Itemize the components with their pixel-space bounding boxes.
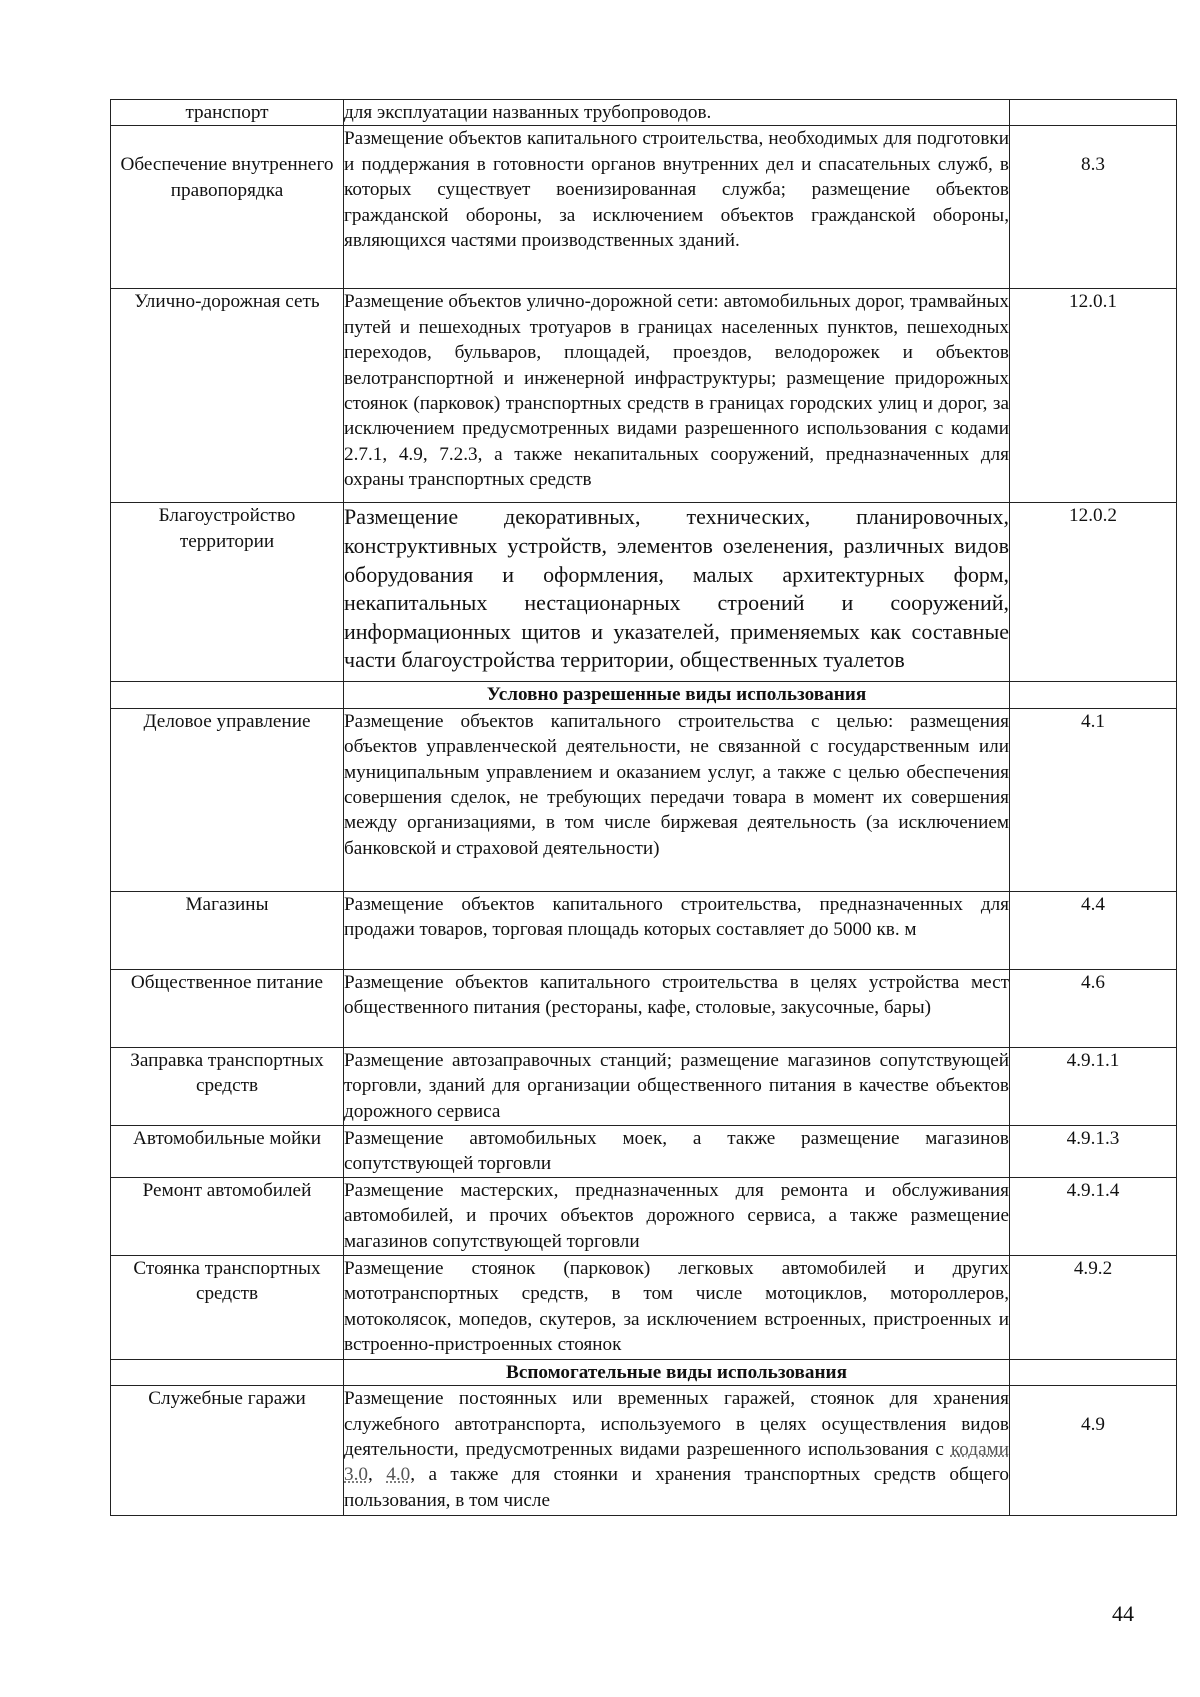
use-description: Размещение объектов улично-дорожной сети: автомобильных дорог, трамвайных путей и пешеходных тротуаров в границах населенных пунктов, пешеходных переходов, бульваров, площадей, проездов, велодорожек и объектов велотранспортной и инженерной инфраструктуры; размещение придорожных стоянок (парковок) транспортных средств в границах городских улиц и дорог, за исключением предусмотренных видами разрешенного использования с кодами 2.7.1, 4.9, 7.2.3, а также некапитальных сооружений, предназначенных для охраны транспортных средств: [344, 289, 1010, 503]
section-title: Условно разрешенные виды использования: [344, 682, 1010, 708]
use-description: для эксплуатации названных трубопроводов.: [344, 100, 1010, 126]
section-row: [111, 682, 1177, 708]
table-row: [111, 100, 1177, 126]
use-description: Размещение автомобильных моек, а также размещение магазинов сопутствующей торговли: [344, 1125, 1010, 1177]
table-row: [111, 1125, 1177, 1177]
use-code: 12.0.2: [1010, 503, 1177, 682]
table-row: [111, 126, 1177, 289]
use-code: 4.4: [1010, 891, 1177, 969]
use-description: Размещение стоянок (парковок) легковых автомобилей и других мототранспортных средств, в том числе мотоциклов, мотороллеров, мотоколясок, мопедов, скутеров, за исключением встроенных, пристроенных и встроенно-пристроенных стоянок: [344, 1255, 1010, 1359]
use-name: Ремонт автомобилей: [111, 1177, 344, 1255]
use-code: 8.3: [1010, 126, 1177, 289]
use-name: Служебные гаражи: [111, 1386, 344, 1516]
page-number: 44: [1112, 1601, 1134, 1626]
use-code: 4.9.1.3: [1010, 1125, 1177, 1177]
use-description: Размещение мастерских, предназначенных для ремонта и обслуживания автомобилей, и прочих объектов дорожного сервиса, а также размещение магазинов сопутствующей торговли: [344, 1177, 1010, 1255]
table-row: [111, 969, 1177, 1047]
use-name: Деловое управление: [111, 708, 344, 891]
use-description: [344, 1386, 1010, 1516]
use-code: 4.9.1.1: [1010, 1047, 1177, 1125]
use-code: 4.9.1.4: [1010, 1177, 1177, 1255]
use-description: Размещение декоративных, технических, планировочных, конструктивных устройств, элементов озеленения, различных видов оборудования и оформления, малых архитектурных форм, некапитальных нестационарных строений и сооружений, информационных щитов и указателей, применяемых как составные части благоустройства территории, общественных туалетов: [344, 503, 1010, 682]
use-description: Размещение объектов капитального строительства, необходимых для подготовки и поддержания в готовности органов внутренних дел и спасательных служб, в которых существует военизированная служба; размещение объектов гражданской обороны, за исключением объектов гражданской обороны, являющихся частями производственных зданий.: [344, 126, 1010, 289]
table-row: [111, 1047, 1177, 1125]
table-row: [111, 1177, 1177, 1255]
table-row: [111, 1386, 1177, 1516]
use-description: Размещение объектов капитального строительства, предназначенных для продажи товаров, торговая площадь которых составляет до 5000 кв. м: [344, 891, 1010, 969]
use-code: [1010, 100, 1177, 126]
use-name: Стоянка транспортных средств: [111, 1255, 344, 1359]
use-code: 4.1: [1010, 708, 1177, 891]
use-description: Размещение автозаправочных станций; размещение магазинов сопутствующей торговли, зданий для организации общественного питания в качестве объектов дорожного сервиса: [344, 1047, 1010, 1125]
code-reference-link[interactable]: кодами 3.0: [344, 1439, 1009, 1486]
description-text: Размещение постоянных или временных гаражей, стоянок для хранения служебного автотранспорта, используемого в целях осуществления видов деятельности, предусмотренных видами разрешенного использования с: [344, 1388, 1009, 1461]
use-code: 4.6: [1010, 969, 1177, 1047]
use-code: 4.9: [1010, 1386, 1177, 1516]
use-code: 4.9.2: [1010, 1255, 1177, 1359]
use-name: Заправка транспортных средств: [111, 1047, 344, 1125]
use-description: Размещение объектов капитального строительства с целью: размещения объектов управленческой деятельности, не связанной с государственным или муниципальным управлением и оказанием услуг, а также с целью обеспечения совершения сделок, не требующих передачи товара в момент их совершения между организациями, в том числе биржевая деятельность (за исключением банковской и страховой деятельности): [344, 708, 1010, 891]
land-use-table: [110, 99, 1177, 1516]
section-row: [111, 1359, 1177, 1385]
use-code: 12.0.1: [1010, 289, 1177, 503]
use-description: Размещение объектов капитального строительства в целях устройства мест общественного питания (рестораны, кафе, столовые, закусочные, бары): [344, 969, 1010, 1047]
table-row: [111, 1255, 1177, 1359]
table-row: [111, 503, 1177, 682]
table-row: [111, 708, 1177, 891]
use-name: Обеспечение внутреннего правопорядка: [111, 126, 344, 289]
use-name: Общественное питание: [111, 969, 344, 1047]
table-row: [111, 891, 1177, 969]
table-row: [111, 289, 1177, 503]
use-name: Благоустройство территории: [111, 503, 344, 682]
section-title: Вспомогательные виды использования: [344, 1359, 1010, 1385]
description-text: , а также для стоянки и хранения транспортных средств общего пользования, в том числе: [344, 1464, 1009, 1511]
description-separator: ,: [367, 1464, 387, 1486]
use-name: Магазины: [111, 891, 344, 969]
code-reference-link[interactable]: 4.0: [386, 1464, 411, 1486]
use-name: транспорт: [111, 100, 344, 126]
use-name: Улично-дорожная сеть: [111, 289, 344, 503]
use-name: Автомобильные мойки: [111, 1125, 344, 1177]
